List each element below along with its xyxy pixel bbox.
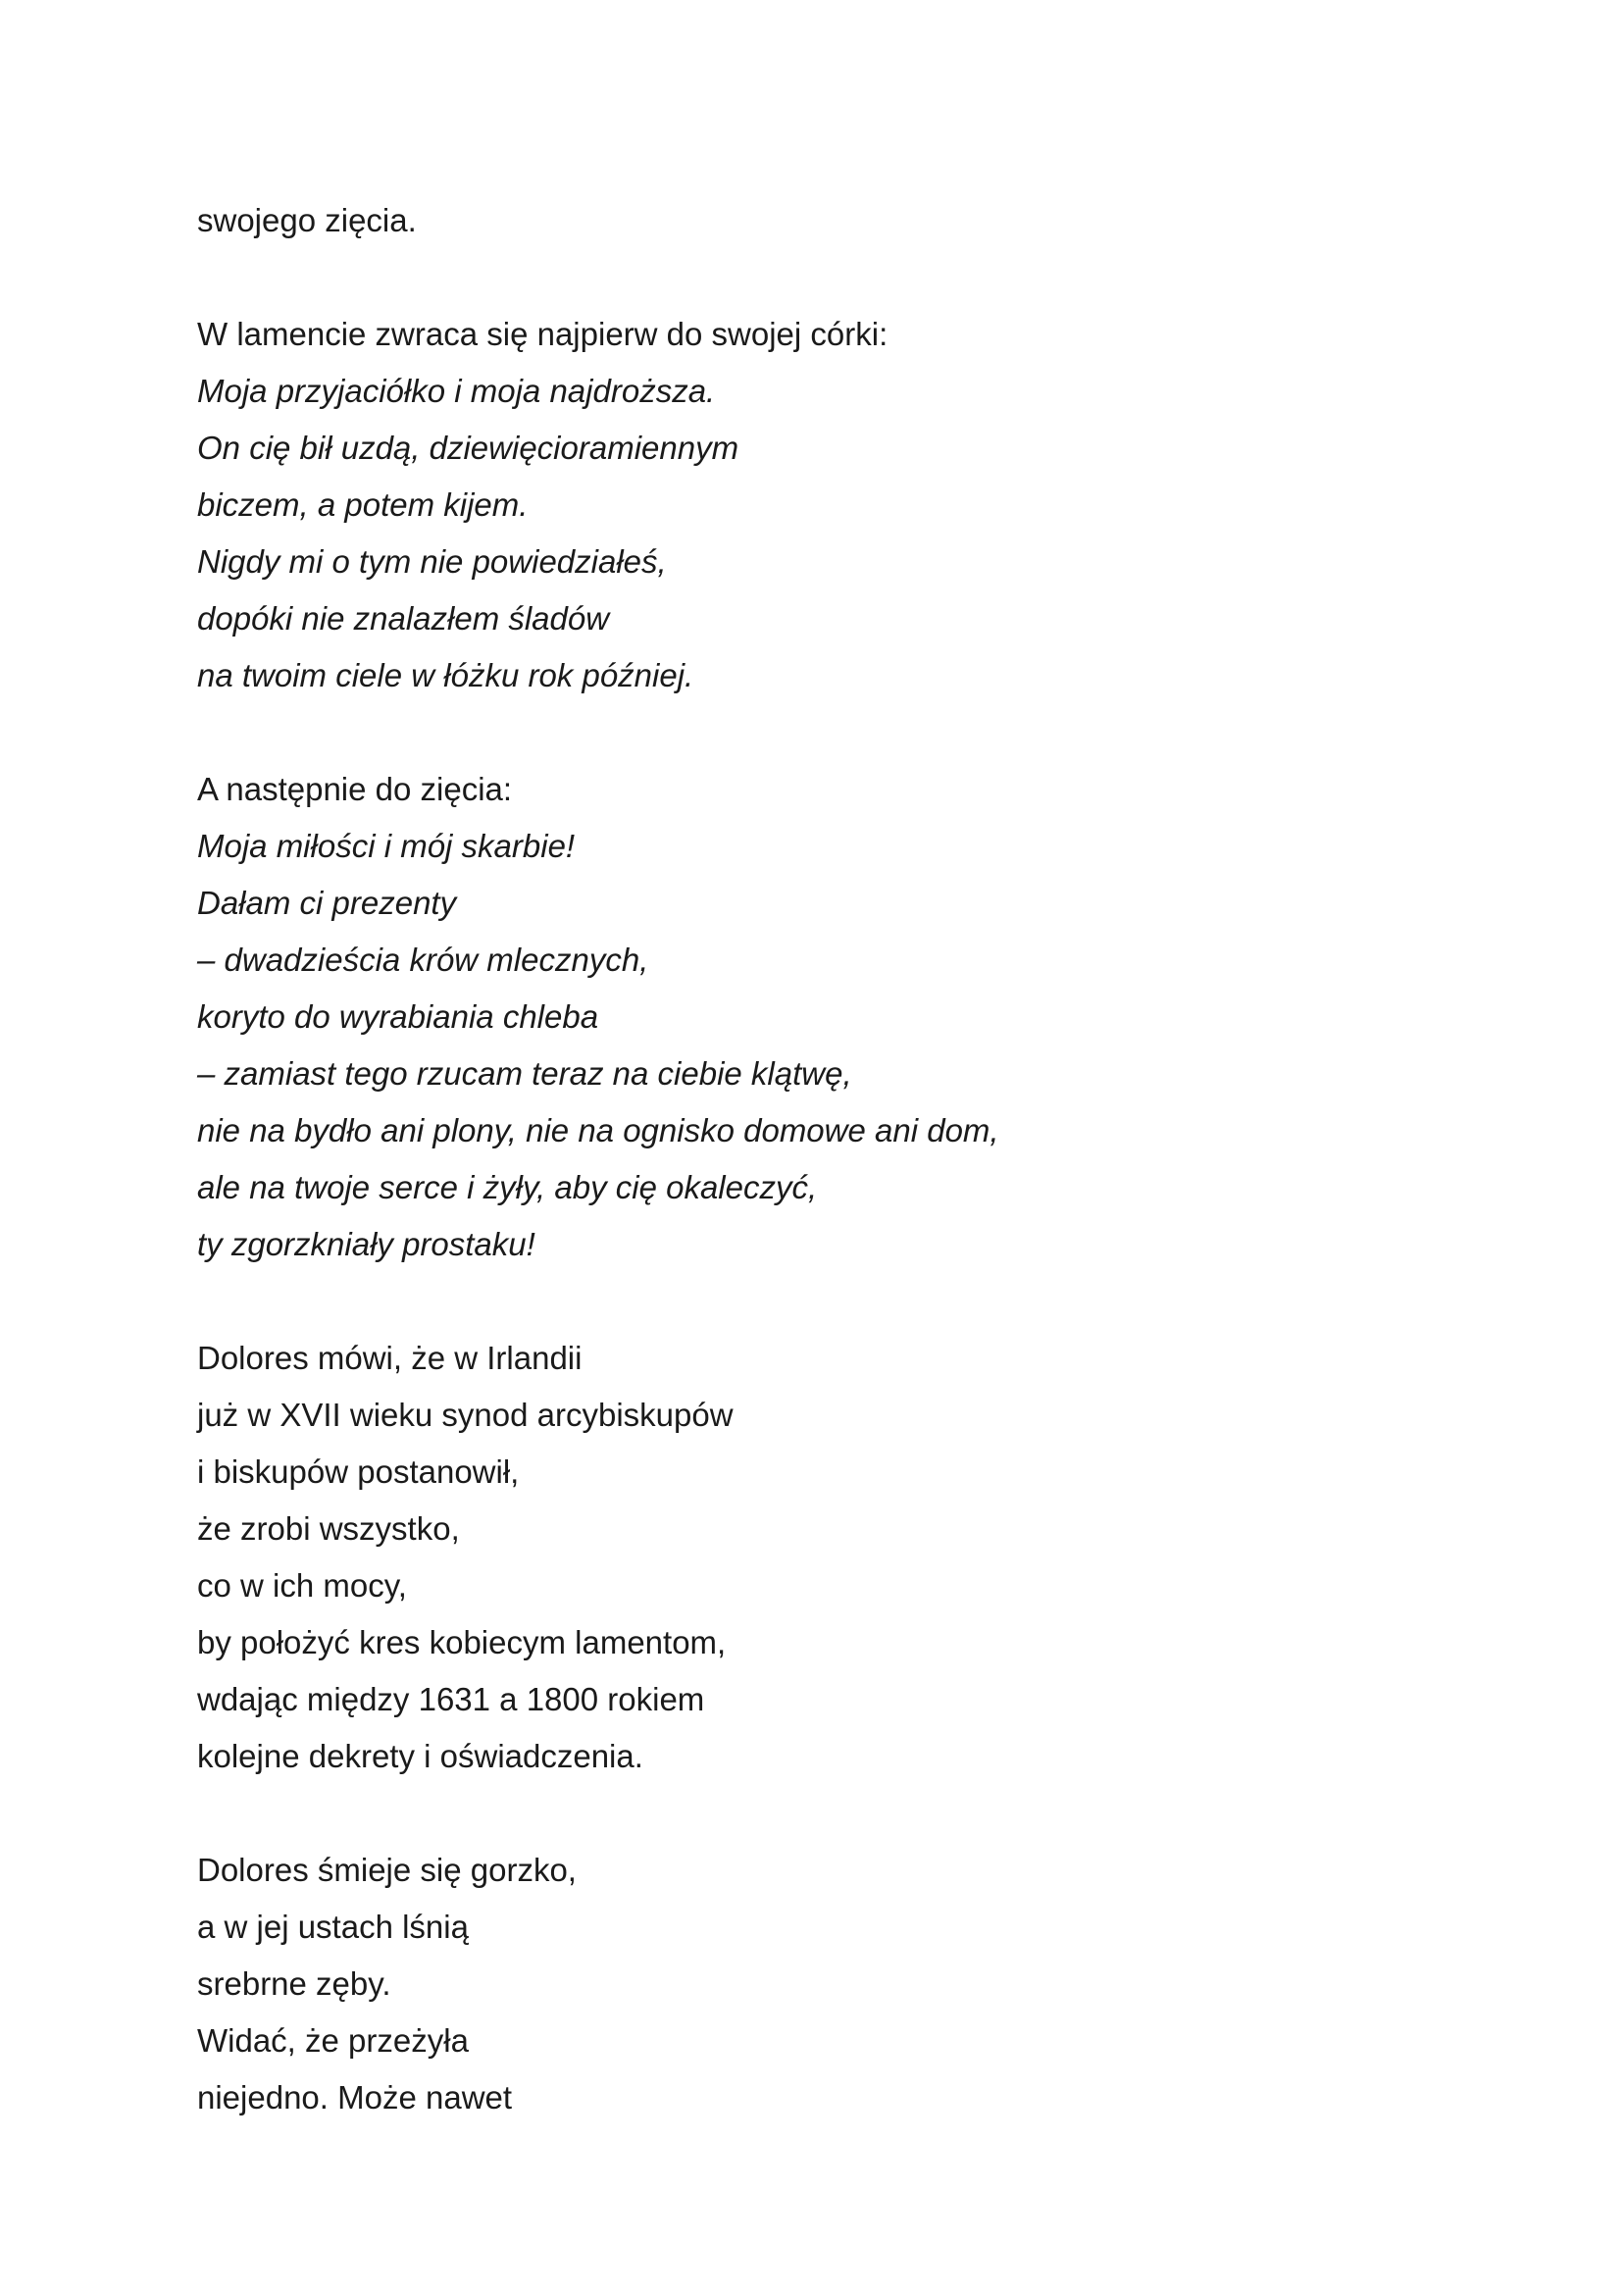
text-line: już w XVII wieku synod arcybiskupów <box>197 1397 734 1433</box>
text-line: a w jej ustach lśnią <box>197 1909 469 1945</box>
text-line: swojego zięcia. <box>197 202 417 238</box>
quoted-lament-line: Nigdy mi o tym nie powiedziałeś, <box>197 543 667 580</box>
quoted-lament-line: ale na twoje serce i żyły, aby cię okaleczyć, <box>197 1169 818 1205</box>
quoted-lament-line: Moja przyjaciółko i moja najdroższa. <box>197 373 716 409</box>
text-line: wdając między 1631 a 1800 rokiem <box>197 1681 705 1717</box>
quoted-lament-line: Dałam ci prezenty <box>197 885 457 921</box>
text-line: W lamencie zwraca się najpierw do swojej córki: <box>197 316 888 352</box>
quoted-lament-line: koryto do wyrabiania chleba <box>197 998 599 1035</box>
quoted-lament-line: – dwadzieścia krów mlecznych, <box>197 942 649 978</box>
stanza-gap <box>197 1785 1472 1842</box>
quoted-lament-line: On cię bił uzdą, dziewięcioramiennym <box>197 430 739 466</box>
text-line: Dolores mówi, że w Irlandii <box>197 1340 583 1376</box>
text-line: Dolores śmieje się gorzko, <box>197 1852 577 1888</box>
stanza <box>197 306 1472 704</box>
stanza <box>197 761 1472 1273</box>
text-line: by położyć kres kobiecym lamentom, <box>197 1624 727 1660</box>
text-line: A następnie do zięcia: <box>197 771 513 807</box>
stanza-gap <box>197 1273 1472 1330</box>
stanza <box>197 1330 1472 1785</box>
quoted-lament-line: – zamiast tego rzucam teraz na ciebie klątwę, <box>197 1055 852 1092</box>
quoted-lament-line: nie na bydło ani plony, nie na ognisko domowe ani dom, <box>197 1112 999 1148</box>
stanza <box>197 192 1472 249</box>
text-line: że zrobi wszystko, <box>197 1510 460 1547</box>
quoted-lament-line: Moja miłości i mój skarbie! <box>197 828 576 864</box>
quoted-lament-line: dopóki nie znalazłem śladów <box>197 600 610 637</box>
quoted-lament-line: ty zgorzkniały prostaku! <box>197 1226 535 1262</box>
text-line: Widać, że przeżyła <box>197 2022 469 2059</box>
quoted-lament-line: biczem, a potem kijem. <box>197 486 529 523</box>
text-line: niejedno. Może nawet <box>197 2079 513 2116</box>
text-line: kolejne dekrety i oświadczenia. <box>197 1738 643 1774</box>
stanza-gap <box>197 704 1472 761</box>
quoted-lament-line: na twoim ciele w łóżku rok później. <box>197 657 694 693</box>
poem-text <box>197 192 1472 2126</box>
text-line: co w ich mocy, <box>197 1567 407 1604</box>
stanza-gap <box>197 249 1472 306</box>
text-line: srebrne zęby. <box>197 1965 391 2002</box>
stanza <box>197 1842 1472 2126</box>
text-line: i biskupów postanowił, <box>197 1453 520 1490</box>
